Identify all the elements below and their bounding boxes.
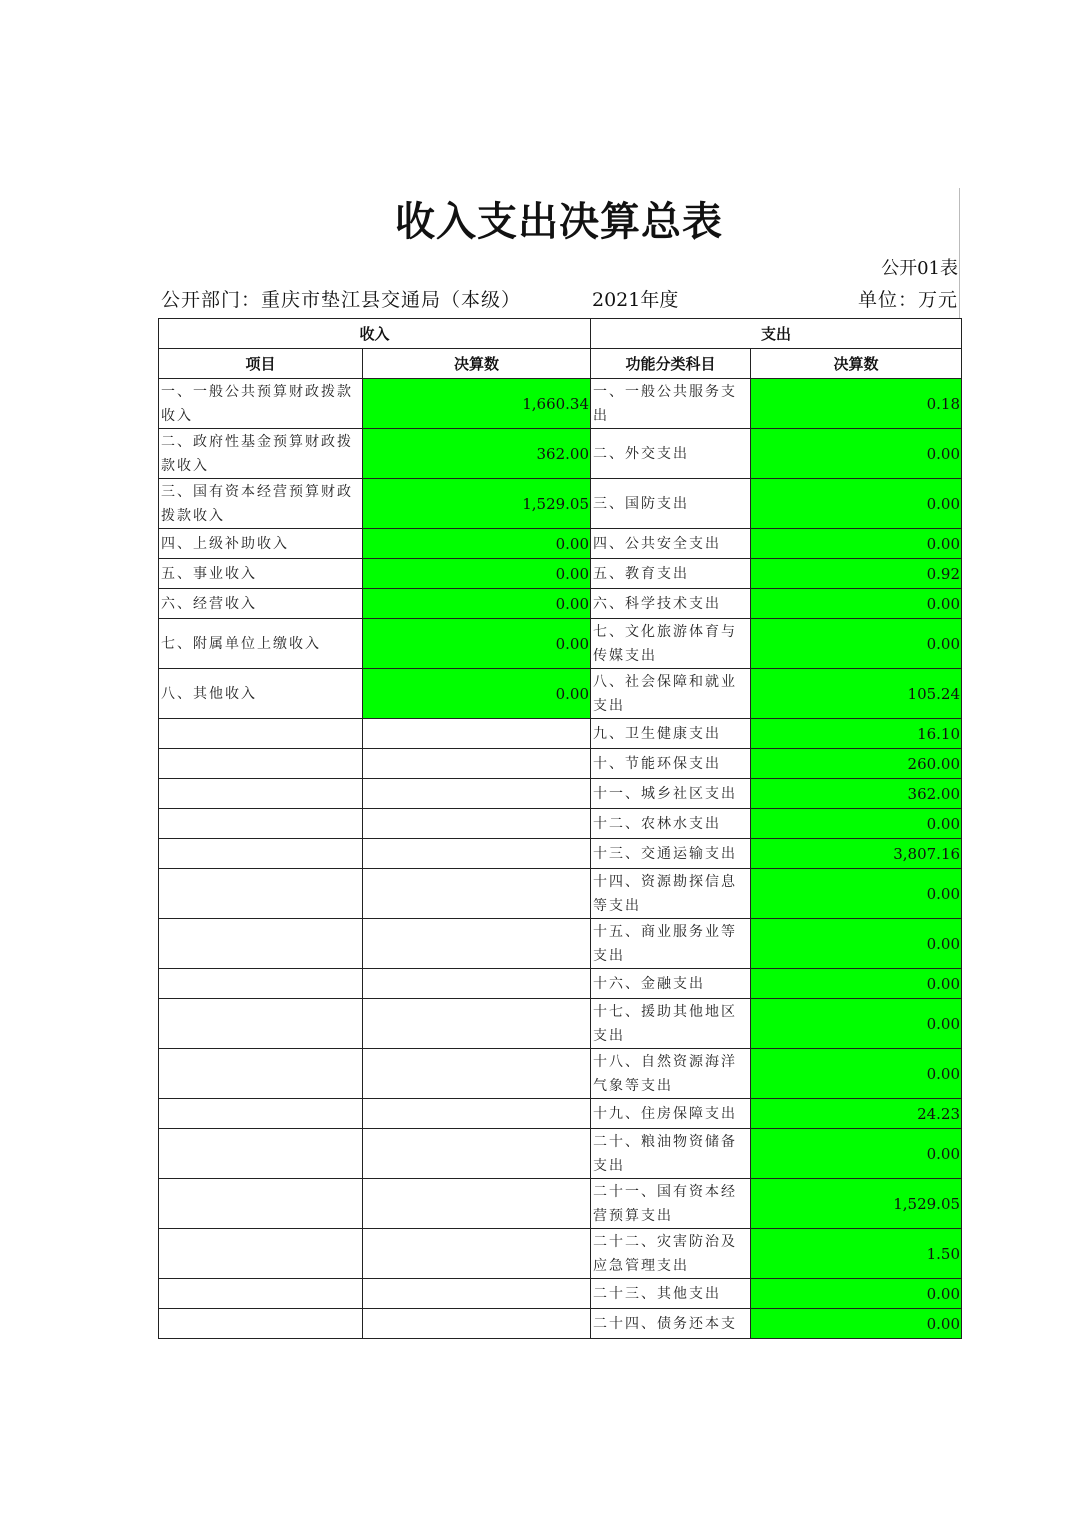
table-row	[159, 479, 962, 529]
income-amount	[363, 969, 591, 999]
income-item-name	[159, 1279, 363, 1309]
income-amount	[363, 1129, 591, 1179]
table-row	[159, 1129, 962, 1179]
expense-amount: 1.50	[751, 1229, 962, 1279]
income-item-name: 七、附属单位上缴收入	[159, 619, 363, 669]
income-amount	[363, 869, 591, 919]
department-label: 公开部门：重庆市垫江县交通局（本级）	[161, 289, 522, 311]
expense-category-name: 二十一、国有资本经营预算支出	[591, 1179, 751, 1229]
expense-category-name: 二、外交支出	[591, 429, 751, 479]
expense-category-name: 六、科学技术支出	[591, 589, 751, 619]
budget-table	[158, 318, 962, 1339]
expense-amount: 0.00	[751, 999, 962, 1049]
table-row	[159, 1309, 962, 1339]
income-amount	[363, 1229, 591, 1279]
expense-category-name: 二十二、灾害防治及应急管理支出	[591, 1229, 751, 1279]
table-row	[159, 999, 962, 1049]
income-amount: 362.00	[363, 429, 591, 479]
table-row	[159, 429, 962, 479]
income-item-name	[159, 749, 363, 779]
form-number: 公开01表	[881, 258, 958, 279]
header-expense: 支出	[591, 319, 962, 349]
expense-category-name: 十八、自然资源海洋气象等支出	[591, 1049, 751, 1099]
income-item-name	[159, 1049, 363, 1099]
expense-category-name: 十一、城乡社区支出	[591, 779, 751, 809]
year-label: 2021年度	[592, 289, 679, 311]
income-amount: 0.00	[363, 619, 591, 669]
header-income-amount: 决算数	[363, 349, 591, 379]
income-item-name: 四、上级补助收入	[159, 529, 363, 559]
expense-amount: 0.00	[751, 1279, 962, 1309]
expense-amount: 0.00	[751, 809, 962, 839]
income-amount	[363, 1309, 591, 1339]
income-amount	[363, 809, 591, 839]
expense-category-name: 十五、商业服务业等支出	[591, 919, 751, 969]
table-row	[159, 839, 962, 869]
table-row	[159, 1179, 962, 1229]
expense-category-name: 十、节能环保支出	[591, 749, 751, 779]
table-row	[159, 559, 962, 589]
expense-amount: 0.00	[751, 919, 962, 969]
table-row	[159, 809, 962, 839]
expense-category-name: 十六、金融支出	[591, 969, 751, 999]
expense-amount: 0.18	[751, 379, 962, 429]
income-item-name	[159, 999, 363, 1049]
expense-category-name: 九、卫生健康支出	[591, 719, 751, 749]
expense-category-name: 十三、交通运输支出	[591, 839, 751, 869]
expense-amount: 0.00	[751, 619, 962, 669]
income-amount	[363, 999, 591, 1049]
income-item-name: 三、国有资本经营预算财政拨款收入	[159, 479, 363, 529]
expense-category-name: 二十四、债务还本支	[591, 1309, 751, 1339]
income-amount	[363, 719, 591, 749]
income-item-name	[159, 839, 363, 869]
expense-amount: 105.24	[751, 669, 962, 719]
header-income: 收入	[159, 319, 591, 349]
income-amount	[363, 779, 591, 809]
income-amount: 0.00	[363, 529, 591, 559]
expense-amount: 0.00	[751, 969, 962, 999]
income-item-name	[159, 969, 363, 999]
table-row	[159, 749, 962, 779]
expense-category-name: 十七、援助其他地区支出	[591, 999, 751, 1049]
table-row	[159, 719, 962, 749]
expense-amount: 362.00	[751, 779, 962, 809]
income-amount	[363, 839, 591, 869]
income-item-name: 六、经营收入	[159, 589, 363, 619]
expense-category-name: 一、一般公共服务支出	[591, 379, 751, 429]
header-category: 功能分类科目	[591, 349, 751, 379]
expense-category-name: 十九、住房保障支出	[591, 1099, 751, 1129]
income-amount: 0.00	[363, 589, 591, 619]
table-row	[159, 669, 962, 719]
expense-amount: 0.00	[751, 1049, 962, 1099]
expense-amount: 0.00	[751, 589, 962, 619]
expense-category-name: 十四、资源勘探信息等支出	[591, 869, 751, 919]
table-row	[159, 779, 962, 809]
table-row	[159, 589, 962, 619]
table-row	[159, 529, 962, 559]
expense-amount: 0.00	[751, 869, 962, 919]
expense-amount: 0.00	[751, 1309, 962, 1339]
expense-amount: 0.00	[751, 479, 962, 529]
table-row	[159, 1049, 962, 1099]
income-amount	[363, 919, 591, 969]
expense-amount: 0.00	[751, 529, 962, 559]
page-title: 收入支出决算总表	[395, 198, 723, 245]
unit-label: 单位：万元	[857, 289, 958, 311]
header-expense-amount: 决算数	[751, 349, 962, 379]
income-amount: 1,660.34	[363, 379, 591, 429]
table-row	[159, 379, 962, 429]
income-amount	[363, 749, 591, 779]
expense-amount: 0.92	[751, 559, 962, 589]
table-row	[159, 1099, 962, 1129]
header-item: 项目	[159, 349, 363, 379]
table-row	[159, 1279, 962, 1309]
expense-category-name: 二十、粮油物资储备支出	[591, 1129, 751, 1179]
income-item-name	[159, 779, 363, 809]
income-item-name	[159, 1309, 363, 1339]
header-row-columns	[159, 349, 962, 379]
income-item-name	[159, 1229, 363, 1279]
income-amount	[363, 1279, 591, 1309]
income-item-name: 五、事业收入	[159, 559, 363, 589]
income-item-name	[159, 809, 363, 839]
income-item-name: 八、其他收入	[159, 669, 363, 719]
income-amount: 1,529.05	[363, 479, 591, 529]
income-item-name	[159, 919, 363, 969]
income-amount	[363, 1049, 591, 1099]
income-item-name	[159, 1179, 363, 1229]
table-row	[159, 1229, 962, 1279]
header-row-groups	[159, 319, 962, 349]
expense-category-name: 五、教育支出	[591, 559, 751, 589]
expense-category-name: 三、国防支出	[591, 479, 751, 529]
expense-amount: 260.00	[751, 749, 962, 779]
expense-category-name: 十二、农林水支出	[591, 809, 751, 839]
expense-category-name: 七、文化旅游体育与传媒支出	[591, 619, 751, 669]
table-row	[159, 619, 962, 669]
expense-amount: 0.00	[751, 429, 962, 479]
table-row	[159, 869, 962, 919]
expense-amount: 24.23	[751, 1099, 962, 1129]
table-row	[159, 969, 962, 999]
expense-category-name: 四、公共安全支出	[591, 529, 751, 559]
income-amount: 0.00	[363, 559, 591, 589]
income-item-name	[159, 1099, 363, 1129]
table-row	[159, 919, 962, 969]
income-item-name	[159, 869, 363, 919]
expense-category-name: 八、社会保障和就业支出	[591, 669, 751, 719]
expense-amount: 0.00	[751, 1129, 962, 1179]
expense-amount: 3,807.16	[751, 839, 962, 869]
income-item-name: 二、政府性基金预算财政拨款收入	[159, 429, 363, 479]
income-amount	[363, 1179, 591, 1229]
expense-amount: 1,529.05	[751, 1179, 962, 1229]
income-amount	[363, 1099, 591, 1129]
expense-category-name: 二十三、其他支出	[591, 1279, 751, 1309]
income-item-name	[159, 1129, 363, 1179]
income-amount: 0.00	[363, 669, 591, 719]
income-item-name: 一、一般公共预算财政拨款收入	[159, 379, 363, 429]
expense-amount: 16.10	[751, 719, 962, 749]
income-item-name	[159, 719, 363, 749]
